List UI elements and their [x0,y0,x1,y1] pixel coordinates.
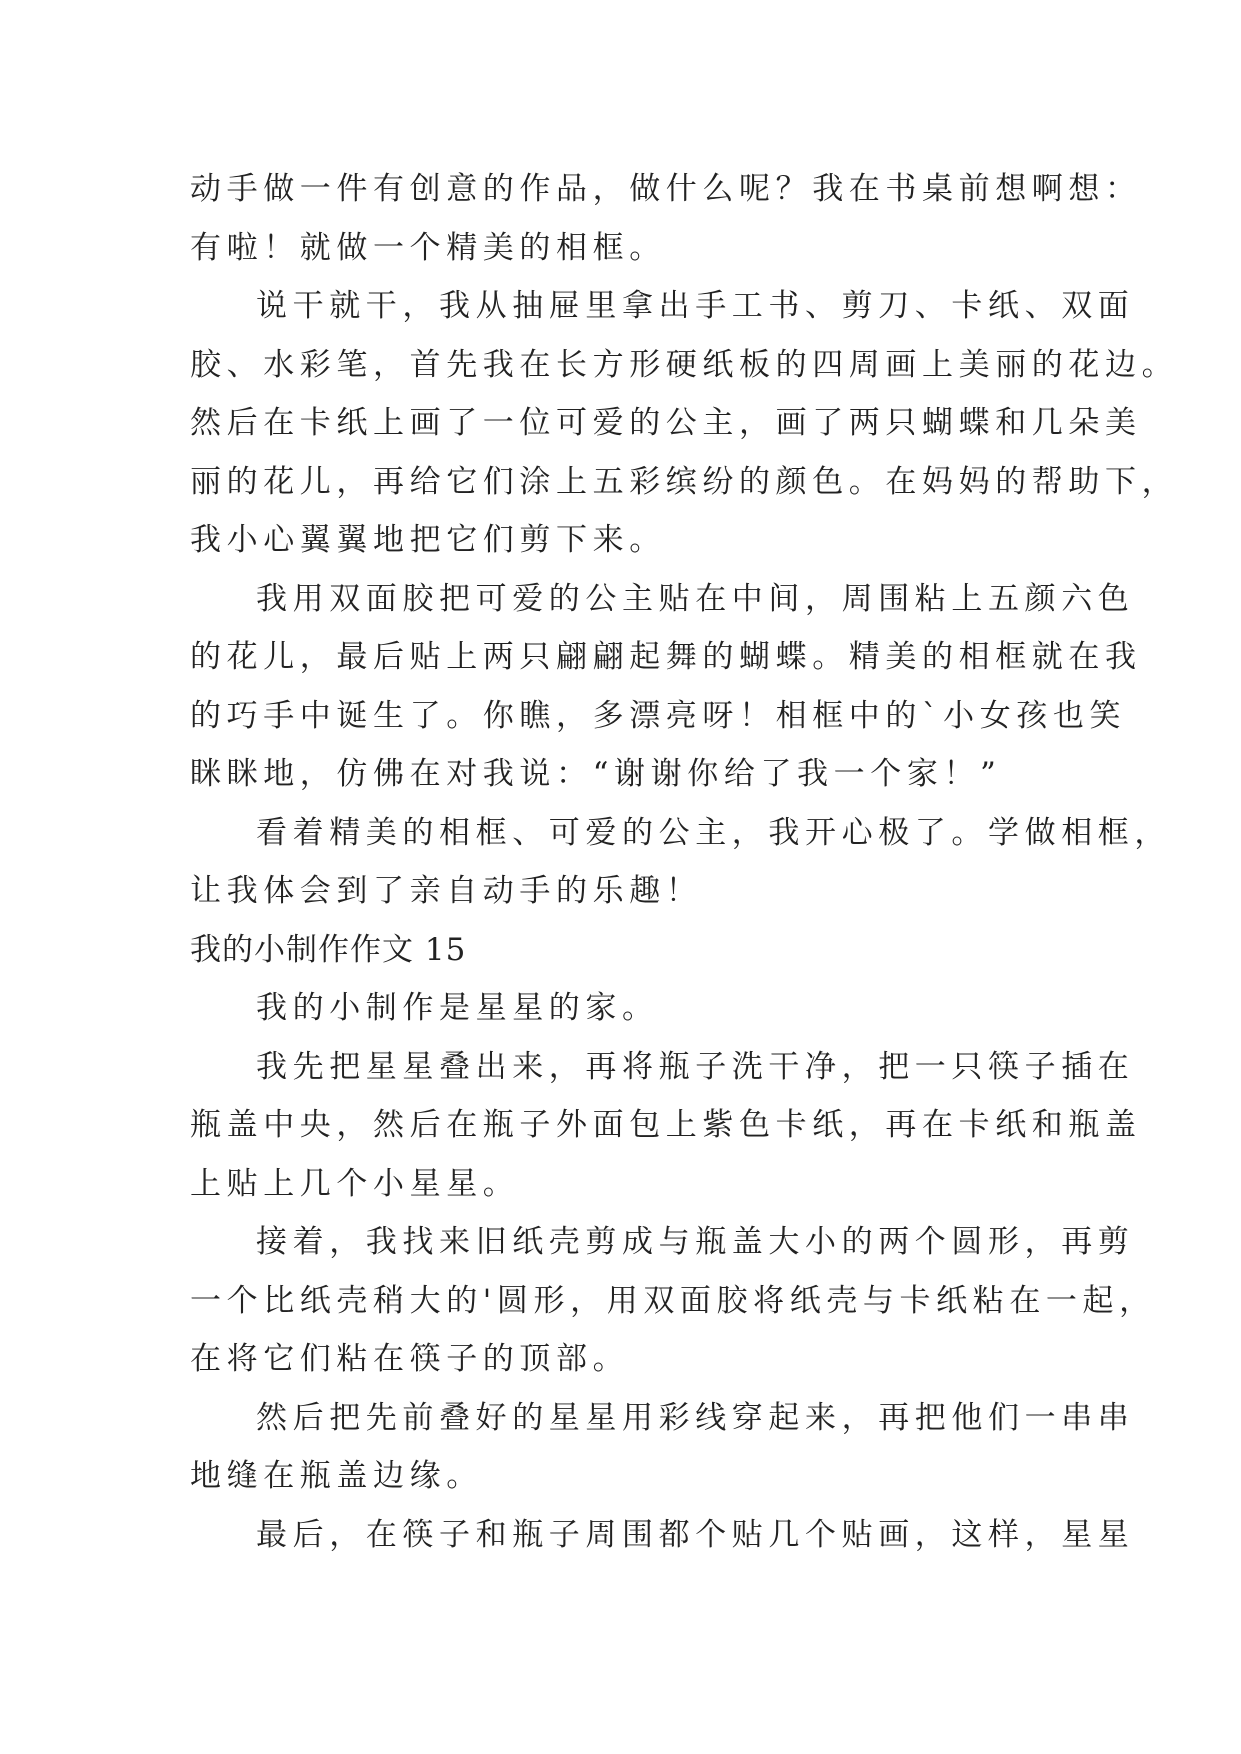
text-line: 一个比纸壳稍大的'圆形，用双面胶将纸壳与卡纸粘在一起， [190,1282,1156,1319]
text-line: 看着精美的相框、可爱的公主，我开心极了。学做相框， [256,814,1171,851]
text-line: 我用双面胶把可爱的公主贴在中间，周围粘上五颜六色 [256,580,1135,617]
text-line: 胶、水彩笔，首先我在长方形硬纸板的四周画上美丽的花边。 [190,346,1179,383]
text-line: 动手做一件有创意的作品，做什么呢？我在书桌前想啊想： [190,171,1142,207]
text-line: 眯眯地，仿佛在对我说：“谢谢你给了我一个家！” [190,756,1002,792]
document-body [190,160,1179,1564]
text-line: 然后把先前叠好的星星用彩线穿起来，再把他们一串串 [256,1399,1135,1436]
text-line: 丽的花儿，再给它们涂上五彩缤纷的颜色。在妈妈的帮助下， [190,463,1179,500]
text-line: 接着，我找来旧纸壳剪成与瓶盖大小的两个圆形，再剪 [256,1224,1135,1260]
text-line: 瓶盖中央，然后在瓶子外面包上紫色卡纸，再在卡纸和瓶盖 [190,1107,1142,1143]
text-line: 最后，在筷子和瓶子周围都个贴几个贴画，这样，星星 [256,1516,1135,1553]
text-line: 地缝在瓶盖边缘。 [190,1458,483,1494]
text-line: 在将它们粘在筷子的顶部。 [190,1341,630,1377]
text-line: 有啦！就做一个精美的相框。 [190,229,666,266]
text-line: 我先把星星叠出来，再将瓶子洗干净，把一只筷子插在 [256,1048,1135,1085]
text-line: 上贴上几个小星星。 [190,1165,520,1202]
text-line: 的花儿，最后贴上两只翩翩起舞的蝴蝶。精美的相框就在我 [190,639,1142,675]
section-heading: 我的小制作作文 15 [190,931,467,968]
text-line: 说干就干，我从抽屉里拿出手工书、剪刀、卡纸、双面 [256,288,1135,324]
text-line: 我的小制作是星星的家。 [256,990,659,1026]
text-line: 我小心翼翼地把它们剪下来。 [190,522,666,558]
text-line: 让我体会到了亲自动手的乐趣！ [190,873,703,909]
text-line: 的巧手中诞生了。你瞧，多漂亮呀！相框中的`小女孩也笑 [190,697,1127,734]
text-line: 然后在卡纸上画了一位可爱的公主，画了两只蝴蝶和几朵美 [190,405,1142,441]
